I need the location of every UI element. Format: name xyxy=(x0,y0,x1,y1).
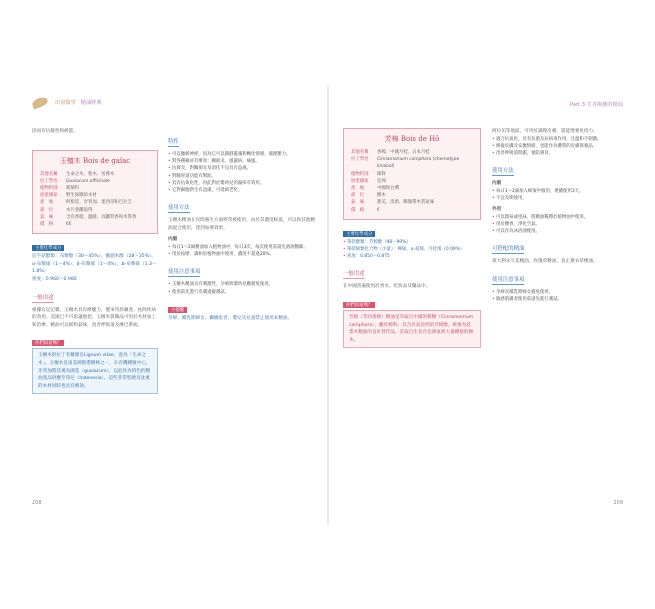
external-use-item: • 可以擦抹或塗抹，將精油稀釋於植物油中使用。 xyxy=(492,214,624,221)
synergy-heading: 可搭配的精油 xyxy=(492,246,525,253)
precautions-heading: 使用注意事項 xyxy=(492,277,525,283)
guaiac-profile-card xyxy=(32,150,158,235)
book-gutter xyxy=(327,85,329,525)
card-row: 部 位 樹木 xyxy=(351,193,386,199)
feature-item: • 具有抗氧化性，因此對於嬰幼兒的濕疹有效用。 xyxy=(168,180,316,187)
internal-use-item: • 用於按摩，調和於植物油中使用，濃度不超過20%。 xyxy=(168,251,316,258)
card-row: 拉丁學名 Cinnamomum camphora (chemotype linalool) xyxy=(351,157,460,170)
feature-item: • 適合抗氧化，具有抗菌及抗病毒作用，且溫和不刺激。 xyxy=(492,136,624,143)
left-page-column-2 xyxy=(168,128,316,322)
internal-use-item: • 每日1～2滴加入蜂蜜中服用，連續使用3天。 xyxy=(492,188,624,195)
right-running-head: Part 3 芳香療癒的精油 xyxy=(569,102,623,108)
did-you-know-text: 玉檀木的拉丁名稱源自Lignum vitae，意為「生命之木」。玉檀木是南美洲熱帶樹林之一，在有機種植中心，牙買加將其視為國花（guaiacum），以此作為特色的精油產品供應至印尼（Indonesia），這些非常堅硬及沈重的木材同時也具有療效。 xyxy=(38,353,151,389)
general-use-heading: 一般用途 xyxy=(343,271,365,278)
feature-item: • 修復皮膚及安撫情緒，也能作為優質的皮膚保養品。 xyxy=(492,143,624,150)
ho-wood-profile-card xyxy=(343,128,481,220)
chem-item: • 單萜醇類：芳樟醇（98～99%） xyxy=(343,239,481,246)
precaution-item: • 玉檀木精油具有刺激性，孕婦與嬰幼兒應避免使用。 xyxy=(168,281,316,288)
card-row: 產 地 阿根廷、牙買加、墨西哥和巴拉圭 xyxy=(40,200,132,206)
feature-item: • 對腸胃道功能有幫助。 xyxy=(168,173,316,180)
internal-use-item: • 每日1～2滴精油加入植物油中，每日3次，每次使用前請先諮詢醫師。 xyxy=(168,244,316,251)
left-page-column-1 xyxy=(32,128,158,394)
did-you-know-tag: 你們知道嗎？ xyxy=(343,302,375,308)
did-you-know-box xyxy=(32,348,158,394)
internal-use-item: • 不宜長期使用。 xyxy=(492,195,624,202)
internal-use-heading: 內服 xyxy=(492,181,502,187)
runhead-series: 精油經典 xyxy=(80,99,102,106)
density-text: 密度：0.960～0.980 xyxy=(32,277,77,282)
did-you-know-text: 芳樟（等同香樟）精油是萃取自中國的樟樹（Cinnamomum camphora），屬於樟科。其含有高比例的芳樟醇，被視為花梨木精油的良好替代品，是取自生長在亞洲並被大量種植的樹木。 xyxy=(349,315,474,343)
card-row: 其他名稱 生命之木、聖木、送葬木 xyxy=(40,171,115,177)
runhead-brand: 出窗醫學 xyxy=(55,99,76,106)
chem-heading: 主要化學成分 xyxy=(343,231,375,237)
card-row: 原產國家 亞洲 xyxy=(351,178,386,184)
feature-item: • 對各種痛症有療效：關節炎、風濕病、痛風。 xyxy=(168,158,316,165)
card-row: 其他名稱 香樟、中國月桂、日本月桂 xyxy=(351,150,430,155)
did-you-know-box xyxy=(343,310,481,348)
card-row: 氣 味 甜美、清新、略微帶木質氣味 xyxy=(351,200,435,206)
feature-item: • 它對細胞新生有益處，可延緩老化。 xyxy=(168,187,316,194)
card-row: 植物科別 蒺藜科 xyxy=(40,186,80,191)
card-row: 植物科別 樟科 xyxy=(351,171,386,177)
card-row: 產 地 中國和台灣 xyxy=(351,186,399,192)
general-use-text: 在中國普遍使用於香水、化妝品及藥品中。 xyxy=(343,284,431,290)
ho-wood-card-title: 芳樟 Bois de Hô xyxy=(384,135,440,143)
reminder-tag: 小提醒 xyxy=(168,307,187,313)
precaution-item: • 孕婦及哺乳期婦女避免使用。 xyxy=(492,289,624,296)
card-row: 氣 味 含有香脂、溫暖、具鐵質香和木質香 xyxy=(40,214,137,220)
usage-heading: 使用方法 xyxy=(168,205,190,212)
did-you-know-tag: 你們知道嗎？ xyxy=(32,340,64,346)
left-page-number: 208 xyxy=(32,500,42,506)
card-row: 價 格 €€ xyxy=(40,222,72,228)
precaution-item: • 使用前先進行皮膚過敏測試。 xyxy=(168,289,316,296)
feature-item: • 抗發炎，對關節炎及消化不良具有益處。 xyxy=(168,165,316,172)
card-row: 原產國家 野生採擷的木材 xyxy=(40,193,97,199)
synergy-text: 義大利永久花精油、玫瑰草精油、真正薰衣草精油。 xyxy=(492,259,598,265)
precautions-heading: 使用注意事項 xyxy=(168,269,201,276)
precaution-item: • 敏感肌膚者使用前請先進行測試。 xyxy=(492,296,624,303)
usage-heading: 使用方法 xyxy=(492,168,514,175)
chem-item: • 密度：0.850～0.875 xyxy=(343,253,481,260)
right-page-column-2 xyxy=(492,128,624,303)
chem-item: • 單萜烯類化合物（少量）：檸烯、α-蒎烯、月桂烯（0.09%） xyxy=(343,246,481,253)
left-running-head xyxy=(32,92,102,112)
internal-use-heading: 內服 xyxy=(168,237,178,243)
general-use-text: 根據官記記載，玉檀木具有療癒力，歷來用於礦產、祛除疾病的效用。美國已不可思議地把，玉檀木裝飾品可用於木材加工和治療，精油可以緩和氣味，改善呼吸道及淋巴系統。 xyxy=(32,307,157,328)
feature-item: • 可以撫緩神經，因為它可以鎮靜靈魂和轉化情緒，處理壓力。 xyxy=(168,151,316,158)
left-intro: 因而有抗敏性和緩能。 xyxy=(32,129,78,134)
chem-heading: 主要化學成分 xyxy=(32,245,64,251)
card-row: 部 位 木片蒸餾取得 xyxy=(40,207,93,213)
external-use-item: • 可以作為沐浴油使用。 xyxy=(492,228,624,235)
feature-item: • 改善呼吸道問題，預防感冒。 xyxy=(492,150,624,157)
chem-text: 倍半萜醇類：布藜醇（30～45%），癒創木醇（28～35%）、α-布藜烯（1～4%）、β-布藜烯（1～4%）、Δ-布藜烯（1.3～1.8%） xyxy=(32,254,157,275)
general-use-heading: 一般用途 xyxy=(32,294,54,301)
external-use-heading: 外用 xyxy=(492,207,502,213)
fairy-logo-icon xyxy=(32,92,50,112)
right-page-number: 209 xyxy=(613,500,623,506)
external-use-item: • 用於擴香，淨化空氣。 xyxy=(492,221,624,228)
usage-text: 玉檀木精油在民間養生方面經常被使用，由於其濃度較低，可以和其他精油混合使用，達到加乘效果。 xyxy=(168,218,316,231)
features-heading: 特性 xyxy=(168,139,179,145)
right-page-column-1 xyxy=(343,128,481,348)
reminder-text: 孕婦、哺乳期婦女、癲癇患者、嬰兒及兒童禁止使用本精油。 xyxy=(168,315,293,321)
guaiac-card-title: 玉檀木 Bois de gaïac xyxy=(59,156,131,165)
card-row: 拉丁學名 Guaiacum officinale xyxy=(40,178,110,184)
far-intro: 阿拉伯等地區，可用於調理皮膚，還能增強免疫力。 xyxy=(492,129,598,134)
card-row: 價 格 € xyxy=(351,207,380,213)
